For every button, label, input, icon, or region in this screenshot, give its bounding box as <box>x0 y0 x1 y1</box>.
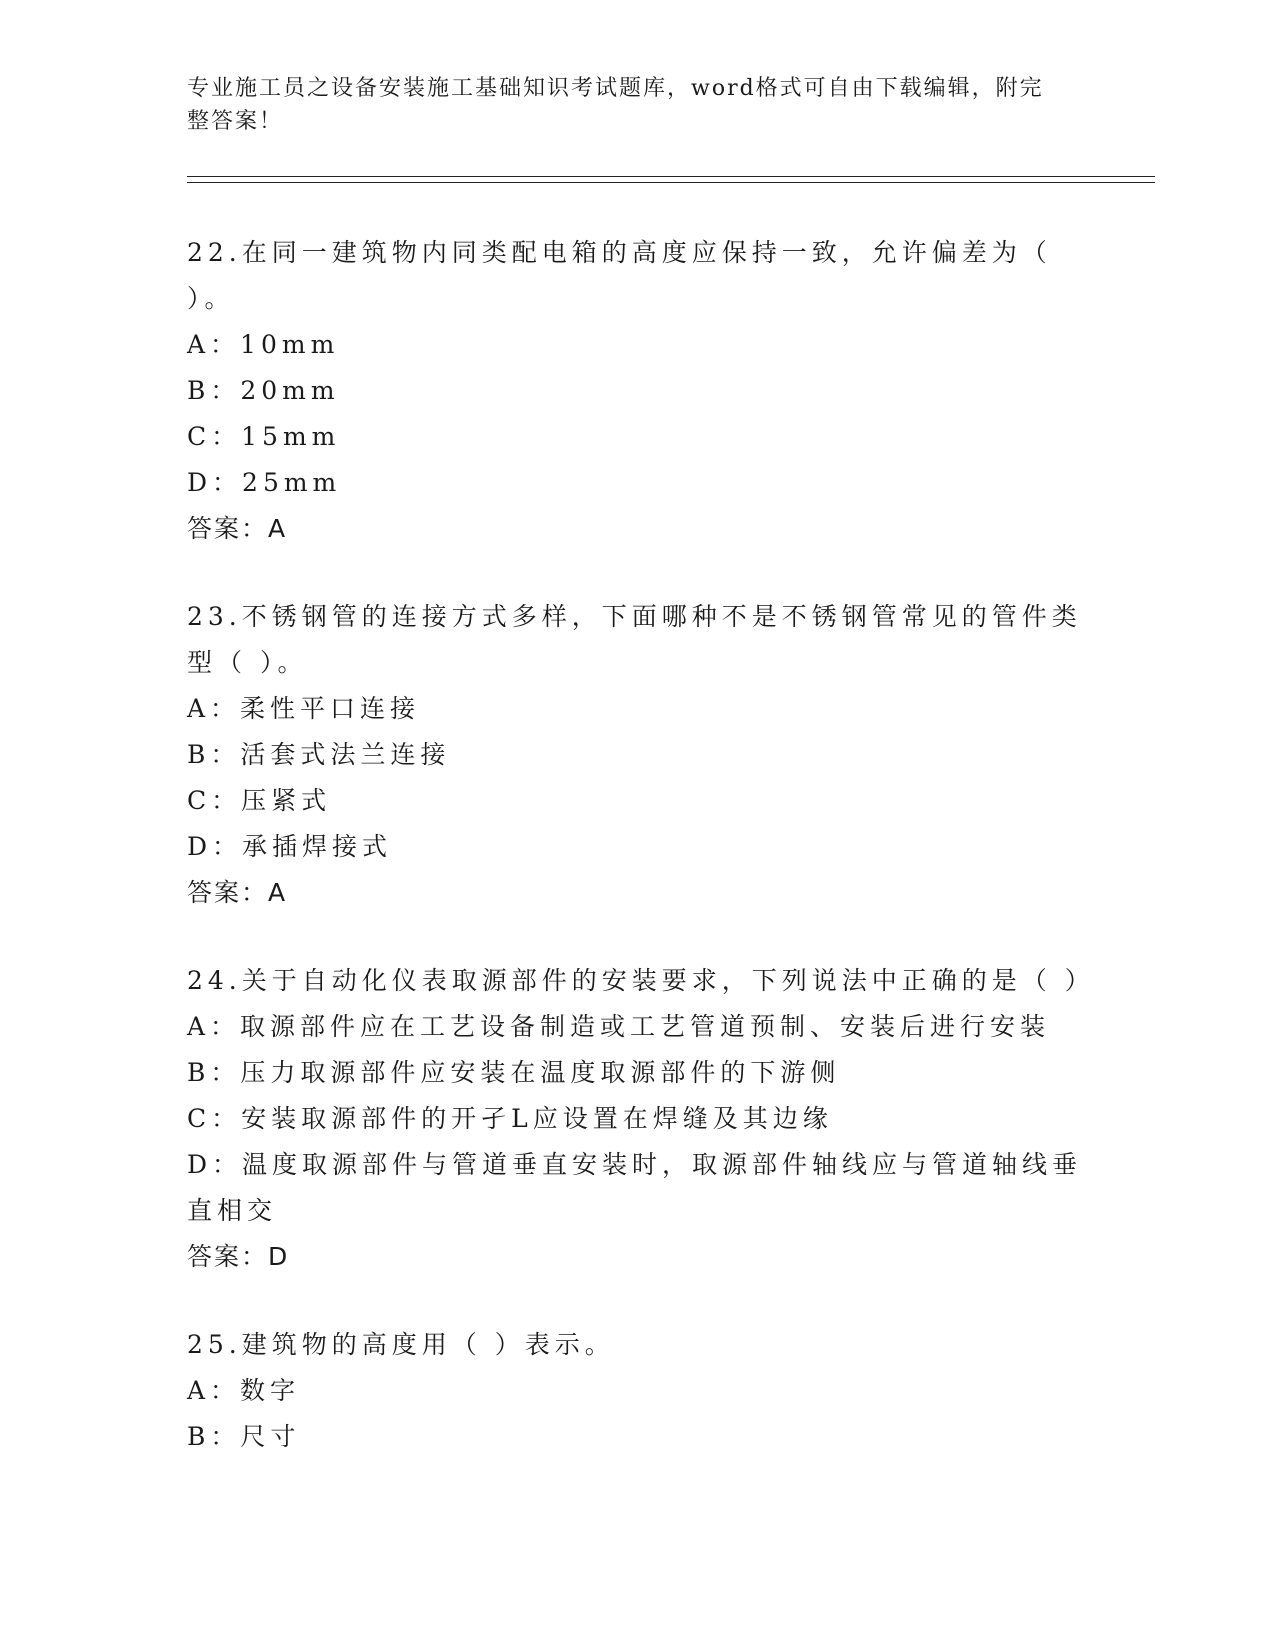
answer: 答案：D <box>187 1242 290 1271</box>
option-a: A：柔性平口连接 <box>187 694 421 723</box>
question-text: 23.不锈钢管的连接方式多样，下面哪种不是不锈钢管常见的管件类型（ ）。 <box>187 602 1082 677</box>
question-23 <box>187 594 1087 916</box>
question-text: 25.建筑物的高度用（ ）表示。 <box>187 1330 615 1359</box>
question-25 <box>187 1322 1087 1460</box>
header-divider-top <box>187 176 1155 177</box>
question-22 <box>187 230 1087 552</box>
option-d: D：承插焊接式 <box>187 832 393 861</box>
question-24 <box>187 958 1095 1280</box>
header-divider-bottom <box>187 182 1155 183</box>
question-text: 22.在同一建筑物内同类配电箱的高度应保持一致，允许偏差为（ ）。 <box>187 238 1052 313</box>
option-a: A：数字 <box>187 1376 301 1405</box>
option-d: D：温度取源部件与管道垂直安装时，取源部件轴线应与管道轴线垂直相交 <box>187 1150 1083 1225</box>
option-c: C：15mm <box>187 422 341 451</box>
option-c: C：压紧式 <box>187 786 332 815</box>
question-text: 24.关于自动化仪表取源部件的安装要求，下列说法中正确的是（ ） <box>187 966 1095 995</box>
option-b: B：20mm <box>187 376 340 405</box>
option-b: B：活套式法兰连接 <box>187 740 451 769</box>
option-b: B：尺寸 <box>187 1422 301 1451</box>
option-c: C：安装取源部件的开孑L应设置在焊缝及其边缘 <box>187 1104 833 1133</box>
document-header: 专业施工员之设备安装施工基础知识考试题库，word格式可自由下载编辑，附完整答案！ <box>187 76 1044 134</box>
option-b: B：压力取源部件应安装在温度取源部件的下游侧 <box>187 1058 841 1087</box>
option-a: A：取源部件应在工艺设备制造或工艺管道预制、安装后进行安装 <box>187 1012 1051 1041</box>
option-d: D：25mm <box>187 468 342 497</box>
option-a: A：10mm <box>187 330 340 359</box>
answer: 答案：A <box>187 878 288 907</box>
answer: 答案：A <box>187 514 288 543</box>
